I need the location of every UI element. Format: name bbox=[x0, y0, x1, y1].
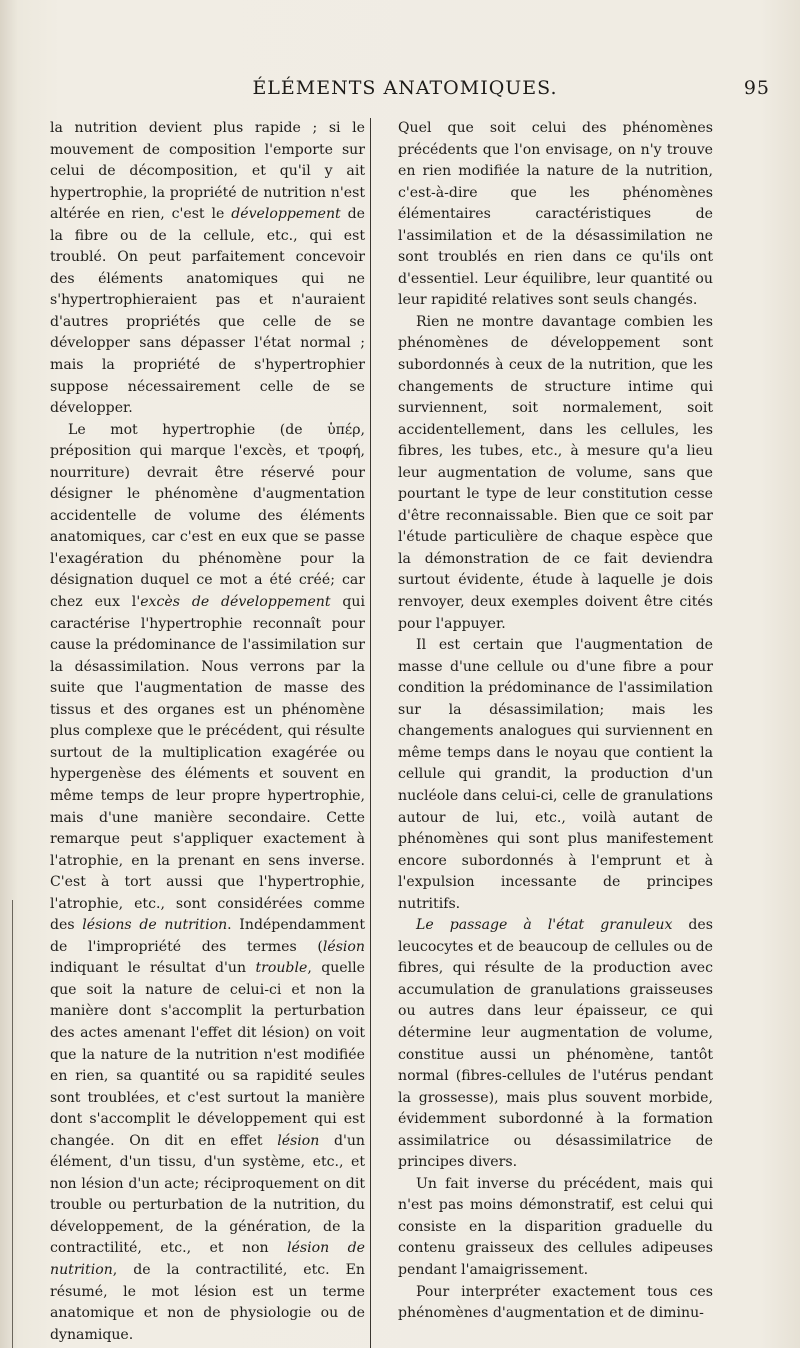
binding-edge bbox=[12, 900, 13, 1348]
right-paragraph-3: Il est certain que l'augmentation de masse d'une cellule ou d'une fibre a pour condition la prédominance de l'assimilation sur la désassimilation; mais les changements analogues qui surviennent en même temps dans le noyau que contient la cellule qui grandit, la production d'un nucléole dans celui-ci, celle de granulations autour de lui, etc., voilà autant de phénomènes qui sont plus manifestement encore subordonnés à l'emprunt et à l'expulsion incessante de principes nutritifs. bbox=[398, 637, 713, 912]
right-paragraph-1: Quel que soit celui des phénomènes précédents que l'on envisage, on n'y trouve en rien modifiée la nature de la nutrition, c'est-à-dire que les phénomènes élémentaires caractéristiques de l'assimilation et de la désassimilation ne sont troublés en rien dans ce qu'ils ont d'essentiel. Leur équilibre, leur quantité ou leur rapidité relatives sont seuls changés. bbox=[398, 120, 713, 309]
column-divider bbox=[370, 118, 371, 1348]
text-run: la nutrition devient plus rapide ; si le mouvement de composition l'emporte sur celui de décomposition, et qu'il y ait hypertrophie, la propriété de nutrition n'est altérée en rien, c'est le bbox=[50, 120, 365, 223]
text-run: , de la contractilité, etc. En résumé, le mot lésion est un terme anatomique et non de physiologie ou de dynamique. bbox=[50, 1261, 365, 1343]
italic-run: développement bbox=[231, 206, 341, 223]
italic-run: lésions de nutrition bbox=[82, 917, 228, 934]
text-run: . Indépendamment de l'impropriété des termes ( bbox=[50, 917, 365, 955]
right-paragraph-2: Rien ne montre davantage combien les phénomènes de développement sont subordonnés à ceux de la nutrition, que les changements de structure intime qui surviennent, soit normalement, soit accidentellement, dans les cellules, les fibres, les tubes, etc., à mesure qu'a lieu leur augmentation de volume, sans que pourtant le type de leur constitution cesse d'être reconnaissable. Bien que ce soit par l'étude particulière de chaque espèce que la démonstration de ce fait deviendra surtout évidente, étude à laquelle je dois renvoyer, deux exemples doivent être cités pour l'appuyer. bbox=[398, 313, 713, 632]
text-run: Le mot hypertrophie (de ὑπέρ, préposition qui marque l'excès, et τροφή, nourriture) devrait être réservé pour désigner le phénomène d'augmentation accidentelle de volume des éléments anatomiques, car c'est en eux que se passe l'exagération du phénomène pour la désignation duquel ce mot a été créé; car chez eux l' bbox=[50, 421, 365, 611]
text-run: de la fibre ou de la cellule, etc., qui est troublé. On peut parfaitement concevoir des éléments anatomiques qui ne s'hypertrophieraient pas et n'auraient d'autres propriétés que celle de se développer sans dépasser l'état normal ; mais la propriété de s'hypertrophier suppose nécessairement celle de se développer. bbox=[50, 206, 365, 417]
left-paragraph-2 bbox=[50, 420, 365, 1347]
italic-run: lésion bbox=[277, 1132, 320, 1149]
right-paragraph-4 bbox=[398, 915, 713, 1174]
running-head bbox=[40, 77, 770, 105]
italic-run: lésion de nutrition bbox=[50, 1240, 365, 1278]
italic-run: excès de développement bbox=[140, 594, 331, 611]
right-paragraph-5: Un fait inverse du précédent, mais qui n'est pas moins démonstratif, est celui qui consiste en la disparition graduelle du contenu graisseux des cellules adipeuses pendant l'amaigrissement. bbox=[398, 1175, 713, 1278]
text-run: qui caractérise l'hypertrophie reconnaît pour cause la prédominance de l'assimilation sur la désassimilation. Nous verrons par la suite que l'augmentation de masse des tissus et des organes est un phénomène plus complexe que le précédent, qui résulte surtout de la multiplication exagérée ou hypergenèse des éléments et souvent en même temps de leur propre hypertrophie, mais d'une manière secondaire. Cette remarque peut s'appliquer exactement à l'atrophie, en la prenant en sens inverse. C'est à tort aussi que l'hypertrophie, l'atrophie, etc., sont considérées comme des bbox=[50, 594, 365, 934]
running-title: ÉLÉMENTS ANATOMIQUES. bbox=[252, 77, 558, 99]
right-paragraph-6: Pour interpréter exactement tous ces phénomènes d'augmentation et de diminu- bbox=[398, 1283, 713, 1322]
italic-run: lésion bbox=[322, 938, 365, 955]
text-run: des leucocytes et de beaucoup de cellules ou de fibres, qui résulte de la production avec accumulation de granulations graisseuses ou autres dans leur épaisseur, ce qui détermine leur augmentation de volume, constitue aussi un phénomène, tantôt normal (fibres-cellules de l'utérus pendant la grossesse), mais plus souvent morbide, évidemment subordonné à la formation assimilatrice ou désassimilatrice de principes divers. bbox=[398, 917, 714, 1171]
text-run: , quelle que soit la nature de celui-ci et non la manière dont s'accomplit la perturbation des actes amenant l'effet dit lésion) on voit que la nature de la nutrition n'est modifiée en rien, sa quantité ou sa rapidité seules sont troublées, et c'est surtout la manière dont s'accomplit le développement qui est changée. On dit en effet bbox=[50, 960, 365, 1149]
left-column bbox=[50, 118, 365, 1346]
right-column bbox=[398, 118, 713, 1325]
text-run: indiquant le résultat d'un bbox=[50, 960, 256, 977]
italic-run: Le passage à l'état granuleux bbox=[416, 917, 673, 934]
text-run: d'un élément, d'un tissu, d'un système, etc., et non lésion d'un acte; réciproquement on dit trouble ou perturbation de la nutrition, du développement, de la génération, de la contractilité, etc., et non bbox=[50, 1132, 366, 1257]
page-number: 95 bbox=[743, 77, 770, 99]
italic-run: trouble bbox=[255, 960, 308, 977]
left-paragraph-1 bbox=[50, 118, 365, 420]
